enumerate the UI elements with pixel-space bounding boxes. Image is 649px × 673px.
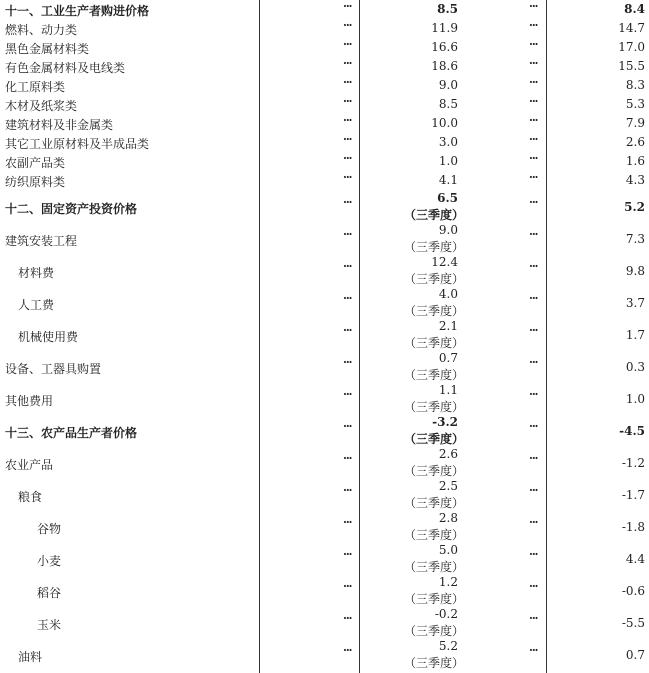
row-label: 农副产品类	[5, 156, 66, 170]
value-col2: 0.3	[625, 360, 645, 374]
value-col2: -4.5	[619, 424, 645, 438]
dots-col2: ···	[529, 644, 538, 657]
row-label: 玉米	[37, 618, 62, 632]
value-col1: -0.2	[434, 607, 458, 621]
value-col2: 8.4	[624, 2, 645, 16]
dots-col1: ···	[343, 292, 352, 305]
dots-col2: ···	[529, 19, 538, 32]
table-row	[0, 2, 649, 21]
row-label: 其他费用	[5, 394, 54, 408]
dots-col2: ···	[529, 356, 538, 369]
value-col2: 17.0	[618, 40, 645, 54]
dots-col2: ···	[529, 57, 538, 70]
dots-col1: ···	[343, 356, 352, 369]
table-row	[0, 576, 649, 608]
table-row	[0, 135, 649, 154]
row-label: 有色金属材料及电线类	[5, 61, 126, 75]
dots-col2: ···	[529, 95, 538, 108]
dots-col2: ···	[529, 133, 538, 146]
table-row	[0, 352, 649, 384]
quarter-note: （三季度）	[404, 304, 465, 318]
dots-col1: ···	[343, 57, 352, 70]
dots-col1: ···	[343, 580, 352, 593]
table-row	[0, 116, 649, 135]
dots-col1: ···	[343, 0, 352, 13]
dots-col2: ···	[529, 580, 538, 593]
dots-col2: ···	[529, 76, 538, 89]
dots-col1: ···	[343, 171, 352, 184]
quarter-note: （三季度）	[404, 592, 465, 606]
quarter-note: （三季度）	[404, 624, 465, 638]
dots-col2: ···	[529, 612, 538, 625]
dots-col2: ···	[529, 420, 538, 433]
value-col1: 9.0	[438, 223, 458, 237]
table-row	[0, 448, 649, 480]
dots-col1: ···	[343, 324, 352, 337]
dots-col1: ···	[343, 612, 352, 625]
value-col1: 9.0	[438, 78, 458, 92]
table-row	[0, 320, 649, 352]
row-label: 建筑材料及非金属类	[5, 118, 114, 132]
value-col2: 0.7	[625, 648, 645, 662]
dots-col2: ···	[529, 548, 538, 561]
dots-col2: ···	[529, 228, 538, 241]
value-col1: 12.4	[431, 255, 458, 269]
value-col1: 0.7	[438, 351, 458, 365]
value-col1: -3.2	[432, 415, 458, 429]
table-row	[0, 384, 649, 416]
quarter-note: （三季度）	[404, 464, 465, 478]
row-label: 材料费	[18, 266, 55, 280]
quarter-note: （三季度）	[404, 560, 465, 574]
row-label: 十一、工业生产者购进价格	[5, 4, 150, 18]
dots-col2: ···	[529, 292, 538, 305]
quarter-note: （三季度）	[404, 432, 465, 446]
dots-col2: ···	[529, 114, 538, 127]
quarter-note: （三季度）	[404, 528, 465, 542]
row-label: 稻谷	[37, 586, 62, 600]
dots-col2: ···	[529, 484, 538, 497]
quarter-note: （三季度）	[404, 336, 465, 350]
value-col1: 11.9	[431, 21, 458, 35]
table-row	[0, 40, 649, 59]
quarter-note: （三季度）	[404, 208, 465, 222]
quarter-note: （三季度）	[404, 240, 465, 254]
dots-col1: ···	[343, 196, 352, 209]
dots-col2: ···	[529, 388, 538, 401]
row-label: 油料	[18, 650, 43, 664]
dots-col1: ···	[343, 548, 352, 561]
quarter-note: （三季度）	[404, 368, 465, 382]
value-col1: 4.0	[438, 287, 458, 301]
dots-col2: ···	[529, 516, 538, 529]
value-col2: -5.5	[621, 616, 645, 630]
value-col2: 4.3	[625, 173, 645, 187]
value-col2: 7.9	[625, 116, 645, 130]
value-col2: 4.4	[625, 552, 645, 566]
dots-col2: ···	[529, 171, 538, 184]
value-col1: 1.2	[438, 575, 458, 589]
value-col2: 9.8	[625, 264, 645, 278]
value-col2: -1.7	[621, 488, 645, 502]
dots-col1: ···	[343, 76, 352, 89]
table-row	[0, 21, 649, 40]
value-col2: -1.8	[621, 520, 645, 534]
dots-col1: ···	[343, 38, 352, 51]
value-col2: 14.7	[618, 21, 645, 35]
row-label: 机械使用费	[18, 330, 79, 344]
value-col1: 1.0	[438, 154, 458, 168]
quarter-note: （三季度）	[404, 272, 465, 286]
value-col1: 6.5	[437, 191, 458, 205]
table-row	[0, 59, 649, 78]
dots-col2: ···	[529, 452, 538, 465]
value-col1: 10.0	[431, 116, 458, 130]
dots-col2: ···	[529, 152, 538, 165]
dots-col2: ···	[529, 260, 538, 273]
row-label: 小麦	[37, 554, 62, 568]
dots-col2: ···	[529, 0, 538, 13]
table-row	[0, 256, 649, 288]
value-col1: 16.6	[431, 40, 458, 54]
value-col1: 5.0	[438, 543, 458, 557]
table-row	[0, 224, 649, 256]
value-col1: 8.5	[437, 2, 458, 16]
dots-col1: ···	[343, 260, 352, 273]
dots-col1: ···	[343, 114, 352, 127]
dots-col1: ···	[343, 152, 352, 165]
row-label: 建筑安装工程	[5, 234, 78, 248]
table-row	[0, 480, 649, 512]
dots-col1: ···	[343, 133, 352, 146]
dots-col1: ···	[343, 19, 352, 32]
value-col2: 2.6	[625, 135, 645, 149]
value-col2: 5.3	[625, 97, 645, 111]
value-col1: 2.6	[438, 447, 458, 461]
value-col1: 2.1	[438, 319, 458, 333]
dots-col1: ···	[343, 516, 352, 529]
table-row	[0, 173, 649, 192]
row-label: 粮食	[18, 490, 43, 504]
value-col2: 1.7	[625, 328, 645, 342]
value-col2: 5.2	[624, 200, 645, 214]
value-col2: 1.6	[625, 154, 645, 168]
dots-col2: ···	[529, 38, 538, 51]
dots-col1: ···	[343, 95, 352, 108]
value-col1: 8.5	[438, 97, 458, 111]
value-col1: 1.1	[438, 383, 458, 397]
value-col1: 2.8	[438, 511, 458, 525]
table-row	[0, 192, 649, 224]
dots-col1: ···	[343, 420, 352, 433]
row-label: 十二、固定资产投资价格	[5, 202, 138, 216]
value-col2: 8.3	[625, 78, 645, 92]
table-row	[0, 544, 649, 576]
quarter-note: （三季度）	[404, 656, 465, 670]
table-row	[0, 97, 649, 116]
value-col1: 3.0	[438, 135, 458, 149]
table-row	[0, 416, 649, 448]
row-label: 燃料、动力类	[5, 23, 78, 37]
quarter-note: （三季度）	[404, 496, 465, 510]
table-row	[0, 288, 649, 320]
row-label: 人工费	[18, 298, 55, 312]
dots-col1: ···	[343, 452, 352, 465]
value-col1: 4.1	[438, 173, 458, 187]
value-col1: 2.5	[438, 479, 458, 493]
table-row	[0, 608, 649, 640]
value-col2: 3.7	[625, 296, 645, 310]
value-col2: 7.3	[625, 232, 645, 246]
table-row	[0, 154, 649, 173]
dots-col1: ···	[343, 484, 352, 497]
dots-col1: ···	[343, 228, 352, 241]
value-col2: 15.5	[618, 59, 645, 73]
quarter-note: （三季度）	[404, 400, 465, 414]
row-label: 化工原料类	[5, 80, 66, 94]
value-col2: 1.0	[625, 392, 645, 406]
table-row	[0, 640, 649, 672]
dots-col2: ···	[529, 324, 538, 337]
table-row	[0, 78, 649, 97]
value-col2: -0.6	[621, 584, 645, 598]
row-label: 农业产品	[5, 458, 54, 472]
table-row	[0, 512, 649, 544]
dots-col1: ···	[343, 644, 352, 657]
value-col1: 5.2	[438, 639, 458, 653]
row-label: 纺织原料类	[5, 175, 66, 189]
dots-col1: ···	[343, 388, 352, 401]
dots-col2: ···	[529, 196, 538, 209]
row-label: 木材及纸浆类	[5, 99, 78, 113]
value-col2: -1.2	[621, 456, 645, 470]
row-label: 谷物	[37, 522, 62, 536]
row-label: 设备、工器具购置	[5, 362, 102, 376]
row-label: 黑色金属材料类	[5, 42, 90, 56]
row-label: 十三、农产品生产者价格	[5, 426, 138, 440]
row-label: 其它工业原材料及半成品类	[5, 137, 150, 151]
value-col1: 18.6	[431, 59, 458, 73]
